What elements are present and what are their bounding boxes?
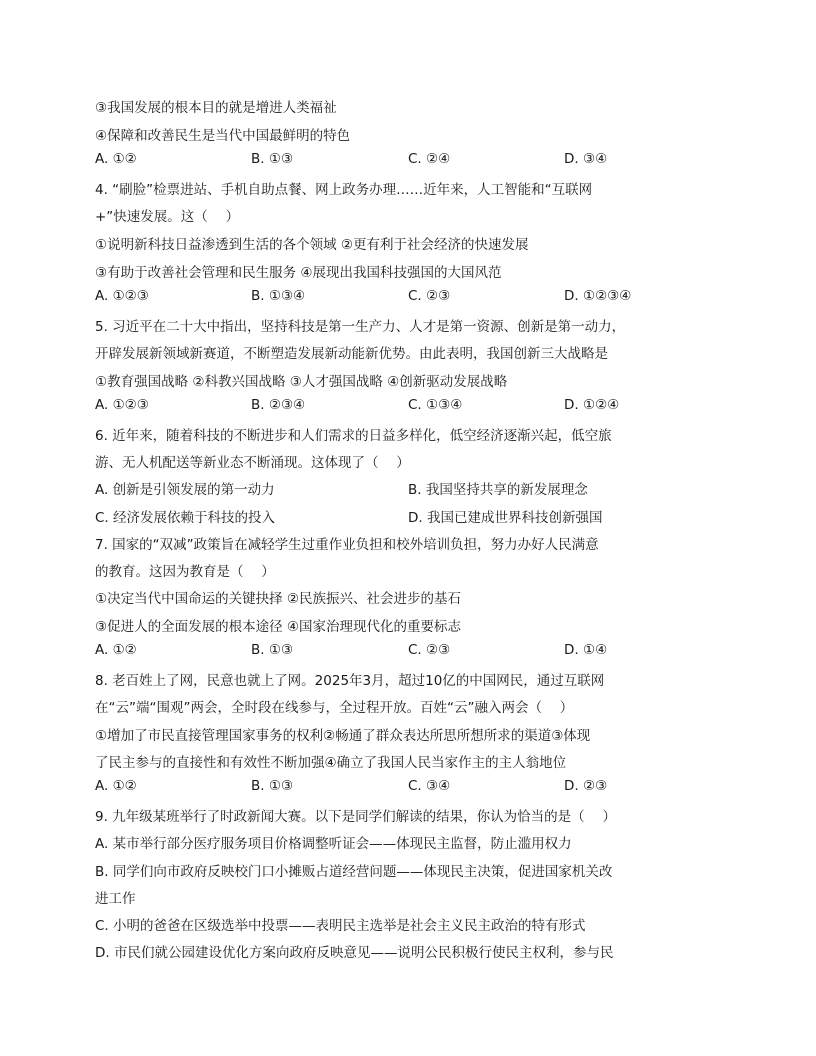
q7-stem-line2: 的教育。这因为教育是（ ） — [95, 564, 275, 580]
q8-statements-2: 了民主参与的直接性和有效性不断加强④确立了我国人民当家作主的主人翁地位 — [95, 755, 567, 771]
q7-stem-line1: 7. 国家的“双减”政策旨在减轻学生过重作业负担和校外培训负担，努力办好人民满意 — [95, 537, 599, 553]
q4-stem-line2: +”快速发展。这（ ） — [95, 209, 240, 225]
q5-statements: ①教育强国战略 ②科教兴国战略 ③人才强国战略 ④创新驱动发展战略 — [95, 374, 508, 390]
option-d: D. 我国已建成世界科技创新强国 — [408, 510, 603, 526]
option-b: B. ①③④ — [251, 288, 306, 304]
q8-stem-line1: 8. 老百姓上了网，民意也就上了网。2025年3月，超过10亿的中国网民，通过互联网 — [95, 673, 605, 689]
option-d: D. ③④ — [564, 151, 608, 167]
q4-statements-2: ③有助于改善社会管理和民生服务 ④展现出我国科技强国的大国风范 — [95, 265, 502, 281]
q6-options-row1 — [95, 478, 655, 498]
q4-options — [95, 288, 655, 308]
option-a: A. ①②③ — [95, 288, 149, 304]
q9-option-a: A. 某市举行部分医疗服务项目价格调整听证会——体现民主监督，防止滥用权力 — [95, 836, 572, 852]
option-d: D. ①④ — [564, 642, 608, 658]
q8-statements-1: ①增加了市民直接管理国家事务的权利②畅通了群众表达所思所想所求的渠道③体现 — [95, 728, 591, 744]
option-b: B. ①③ — [251, 642, 294, 658]
q5-stem-line2: 开辟发展新领域新赛道，不断塑造发展新动能新优势。由此表明，我国创新三大战略是 — [95, 346, 608, 362]
q7-statements-2: ③促进人的全面发展的根本途径 ④国家治理现代化的重要标志 — [95, 619, 461, 635]
option-c: C. 经济发展依赖于科技的投入 — [95, 510, 276, 526]
option-d: D. ①②③④ — [564, 288, 632, 304]
q4-stem-line1: 4. “刷脸”检票进站、手机自助点餐、网上政务办理……近年来，人工智能和“互联网 — [95, 182, 593, 198]
option-c: C. ①③④ — [408, 397, 463, 413]
q8-options — [95, 778, 655, 798]
q6-stem-line2: 游、无人机配送等新业态不断涌现。这体现了（ ） — [95, 455, 410, 471]
q9-option-b-line2: 进工作 — [95, 891, 136, 907]
option-b: B. 我国坚持共享的新发展理念 — [408, 482, 588, 498]
option-c: C. ③④ — [408, 778, 451, 794]
q9-option-d: D. 市民们就公园建设优化方案向政府反映意见——说明公民积极行使民主权利，参与民 — [95, 945, 614, 961]
q7-statements-1: ①决定当代中国命运的关键抉择 ②民族振兴、社会进步的基石 — [95, 591, 461, 607]
option-d: D. ①②④ — [564, 397, 620, 413]
q6-stem-line1: 6. 近年来，随着科技的不断进步和人们需求的日益多样化，低空经济逐渐兴起，低空旅 — [95, 428, 612, 444]
option-c: C. ②③ — [408, 642, 451, 658]
q4-statements-1: ①说明新科技日益渗透到生活的各个领域 ②更有利于社会经济的快速发展 — [95, 237, 529, 253]
option-a: A. 创新是引领发展的第一动力 — [95, 482, 275, 498]
option-d: D. ②③ — [564, 778, 608, 794]
q9-option-b-line1: B. 同学们向市政府反映校门口小摊贩占道经营问题——体现民主决策，促进国家机关改 — [95, 864, 613, 880]
option-b: B. ①③ — [251, 778, 294, 794]
q3-options — [95, 151, 655, 171]
option-a: A. ①② — [95, 642, 137, 658]
q8-stem-line2: 在“云”端“围观”两会，全时段在线参与，全过程开放。百姓“云”融入两会（ ） — [95, 700, 574, 716]
option-a: A. ①② — [95, 778, 137, 794]
option-a: A. ①② — [95, 151, 137, 167]
option-c: C. ②③ — [408, 288, 451, 304]
q5-stem-line1: 5. 习近平在二十大中指出，坚持科技是第一生产力、人才是第一资源、创新是第一动力， — [95, 319, 626, 335]
q9-stem: 9. 九年级某班举行了时政新闻大赛。以下是同学们解读的结果，你认为恰当的是（ ） — [95, 809, 616, 825]
statement-4: ④保障和改善民生是当代中国最鲜明的特色 — [95, 128, 351, 144]
q6-options-row2 — [95, 506, 655, 526]
q7-options — [95, 642, 655, 662]
q9-option-c: C. 小明的爸爸在区级选举中投票——表明民主选举是社会主义民主政治的特有形式 — [95, 918, 586, 934]
option-b: B. ①③ — [251, 151, 294, 167]
option-a: A. ①②③ — [95, 397, 149, 413]
statement-3: ③我国发展的根本目的就是增进人类福祉 — [95, 100, 337, 116]
option-b: B. ②③④ — [251, 397, 306, 413]
q5-options — [95, 397, 655, 417]
option-c: C. ②④ — [408, 151, 451, 167]
